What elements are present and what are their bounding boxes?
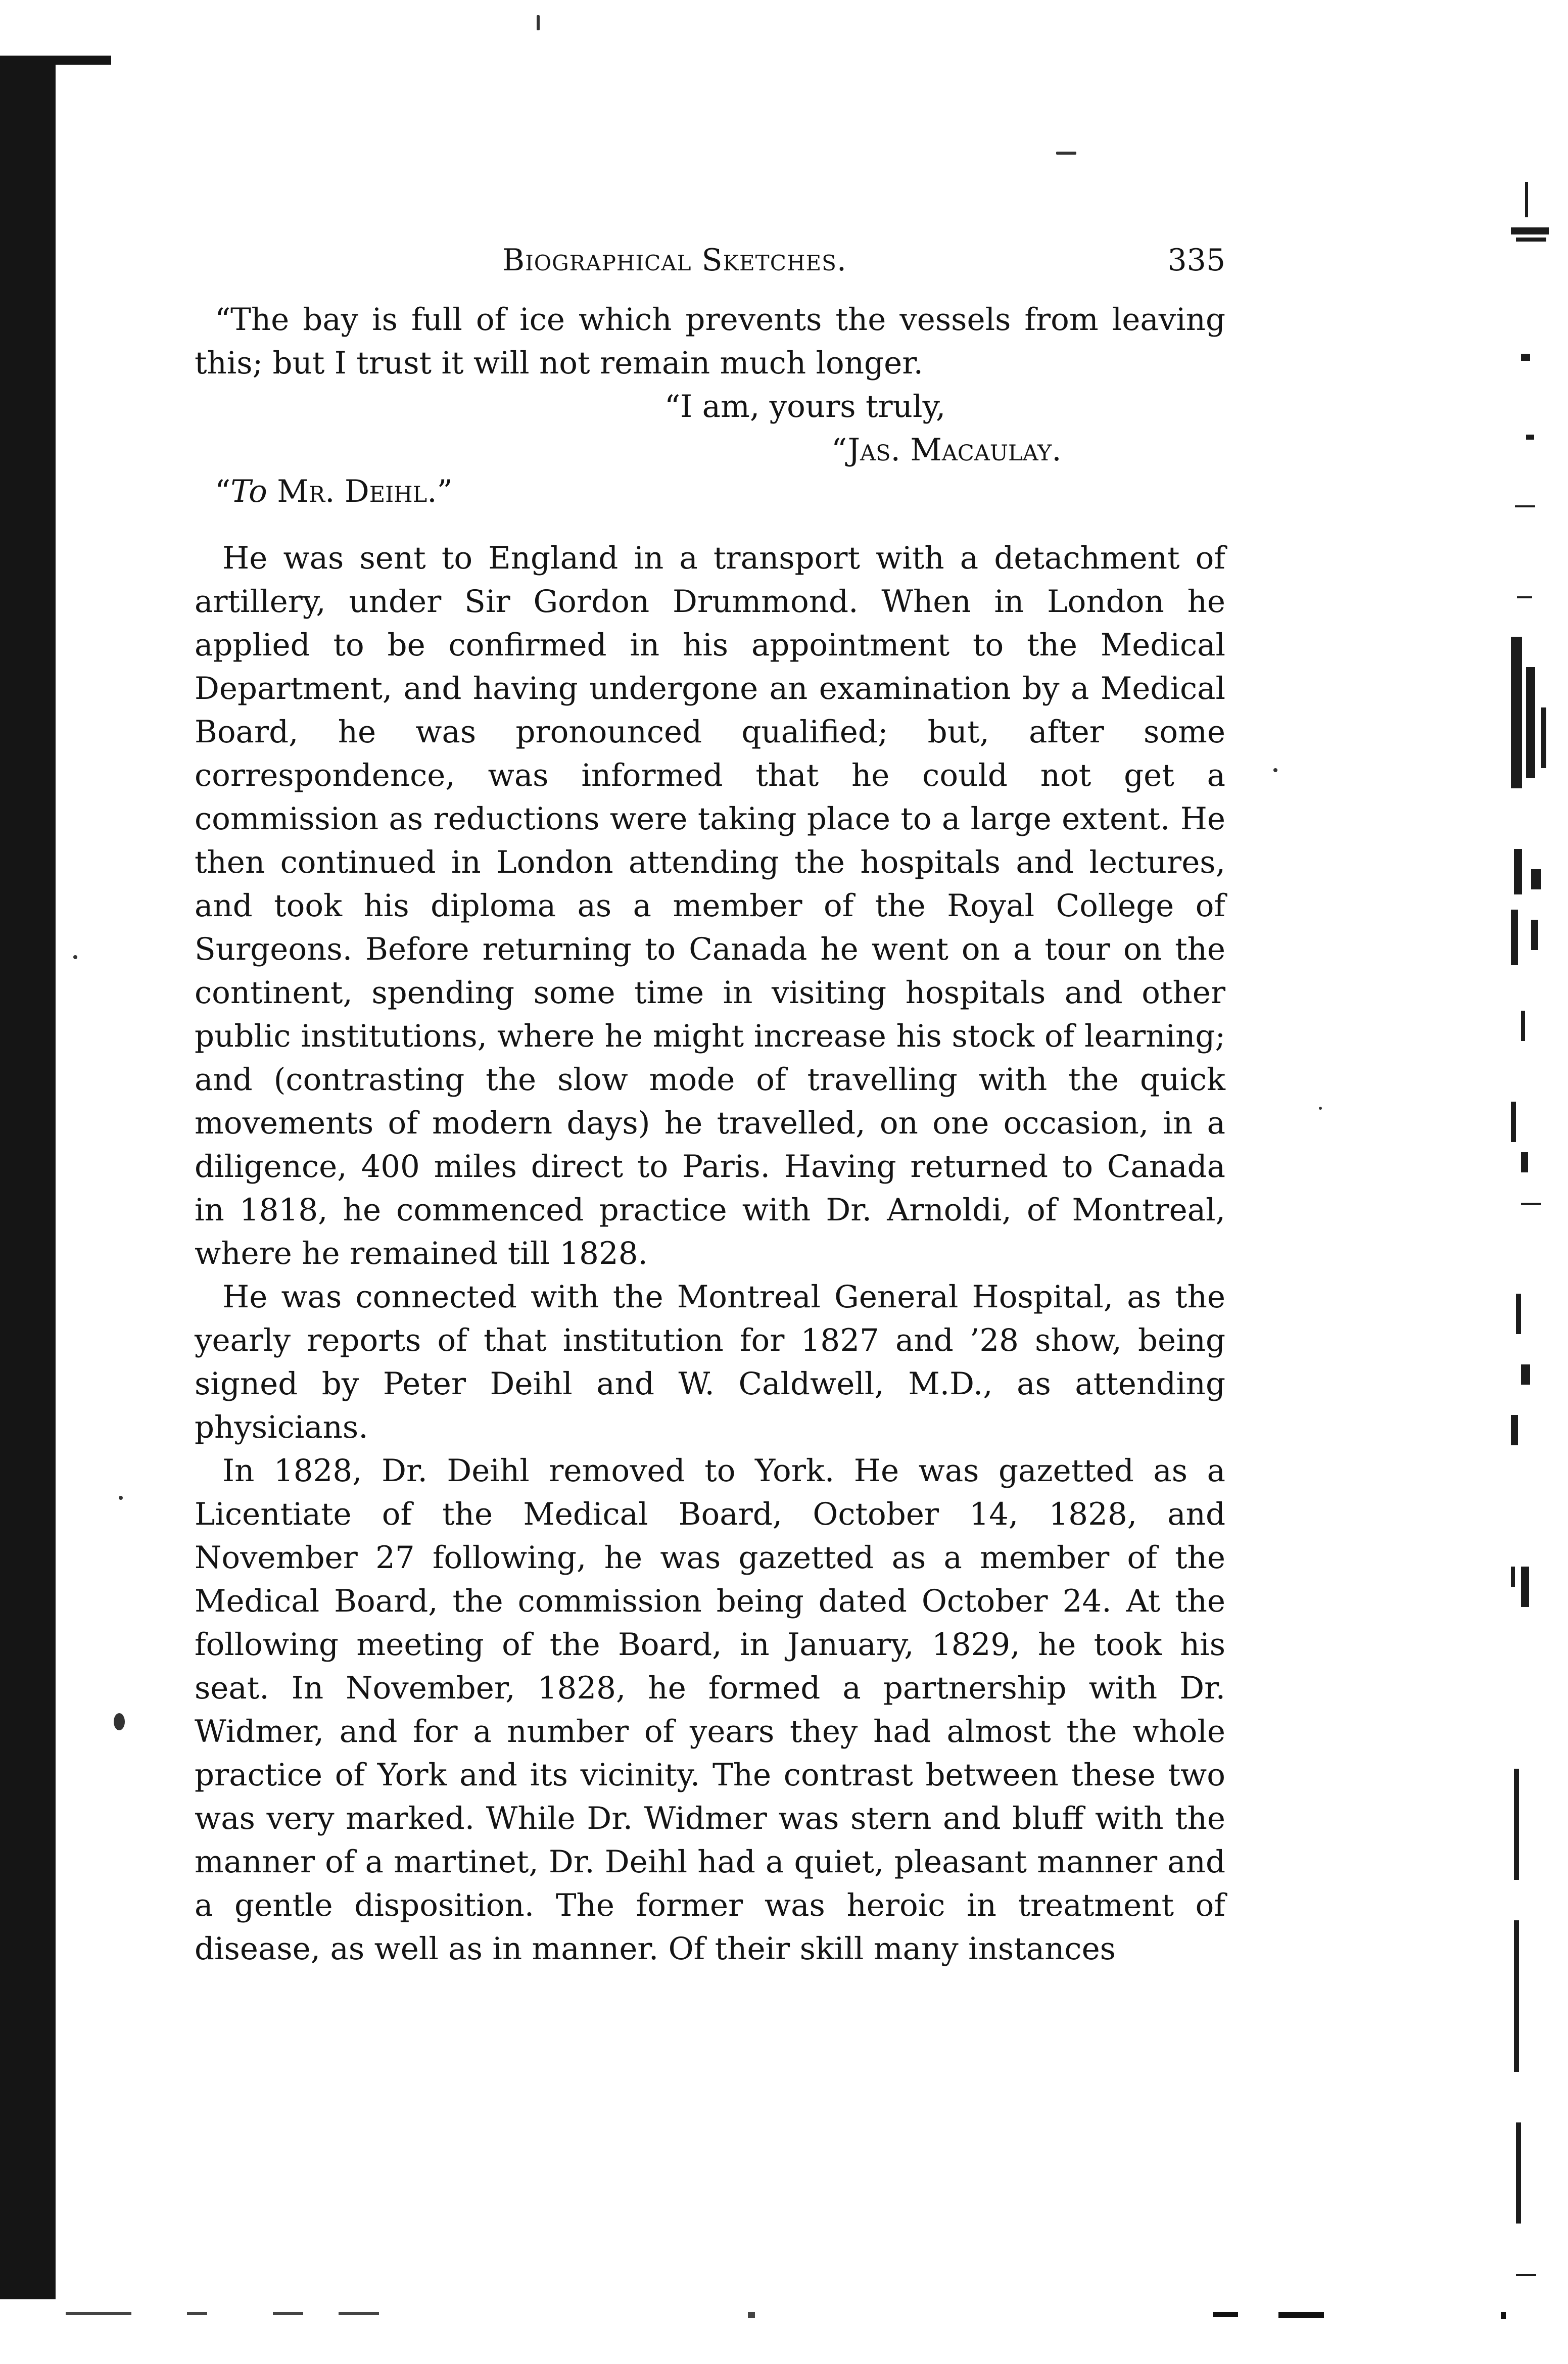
running-head-title: Biographical Sketches. [502, 243, 847, 278]
scan-speck [73, 955, 77, 959]
scan-binding-shadow [0, 56, 56, 2299]
quoted-letter [195, 298, 1225, 513]
addressee-to: To [230, 474, 267, 509]
page [195, 243, 1225, 1971]
letter-closing: “I am, yours truly, [664, 389, 946, 424]
scan-speck [119, 1496, 123, 1500]
scan-speck [114, 1713, 125, 1730]
scan-bottom-edge [56, 2312, 1521, 2332]
letter-addressee [195, 470, 1225, 513]
scan-right-edge-artifacts [1511, 0, 1568, 2364]
scan-speck [1273, 768, 1277, 772]
scan-speck [537, 15, 540, 30]
body-text [195, 537, 1225, 1971]
letter-signature: “Jas. Macaulay. [831, 432, 1062, 468]
letter-paragraph: “The bay is full of ice which prevents the vessels from leaving this; but I trust it will not remain much longer. [195, 302, 1225, 381]
scan-speck [1319, 1107, 1322, 1110]
body-paragraph-3: In 1828, Dr. Deihl removed to York. He was gazetted as a Licentiate of the Medical Board, October 14, 1828, and November 27 following, he was gazetted as a member of the Medical Board, the commission being dated October 24. At the following meeting of the Board, in January, 1829, he took his seat. In November, 1828, he formed a partnership with Dr. Widmer, and for a number of years they had almost the whole practice of York and its vicinity. The contrast between these two was very marked. While Dr. Widmer was stern and bluff with the manner of a martinet, Dr. Deihl had a quiet, pleasant manner and a gentle disposition. The former was heroic in treatment of disease, as well as in manner. Of their skill many instances [195, 1453, 1225, 1967]
page-number: 335 [1167, 243, 1225, 278]
body-paragraph-2: He was connected with the Montreal General Hospital, as the yearly reports of that institution for 1827 and ’28 show, being signed by Peter Deihl and W. Caldwell, M.D., as attending physicians. [195, 1279, 1225, 1445]
scan-binding-edge [0, 56, 111, 65]
addressee-quote: “ [215, 474, 231, 509]
body-paragraph-1: He was sent to England in a transport with a detachment of artillery, under Sir Gordon Drummond. When in London he applied to be confirmed in his appointment to the Medical Department, and having undergone an examination by a Medical Board, he was pronounced qualified; but, after some correspondence, was informed that he could not get a commission as reductions were taking place to a large extent. He then continued in London attending the hospitals and lectures, and took his diploma as a member of the Royal College of Surgeons. Before returning to Canada he went on a tour on the continent, spending some time in visiting hospitals and other public institutions, where he might increase his stock of learning; and (contrasting the slow mode of travelling with the quick movements of modern days) he travelled, on one occasion, in a diligence, 400 miles direct to Paris. Having returned to Canada in 1818, he commenced practice with Dr. Arnoldi, of Montreal, where he remained till 1828. [195, 540, 1225, 1271]
scan-speck [1056, 152, 1076, 155]
addressee-name: Mr. Deihl.” [277, 474, 453, 509]
running-head [195, 243, 1225, 298]
